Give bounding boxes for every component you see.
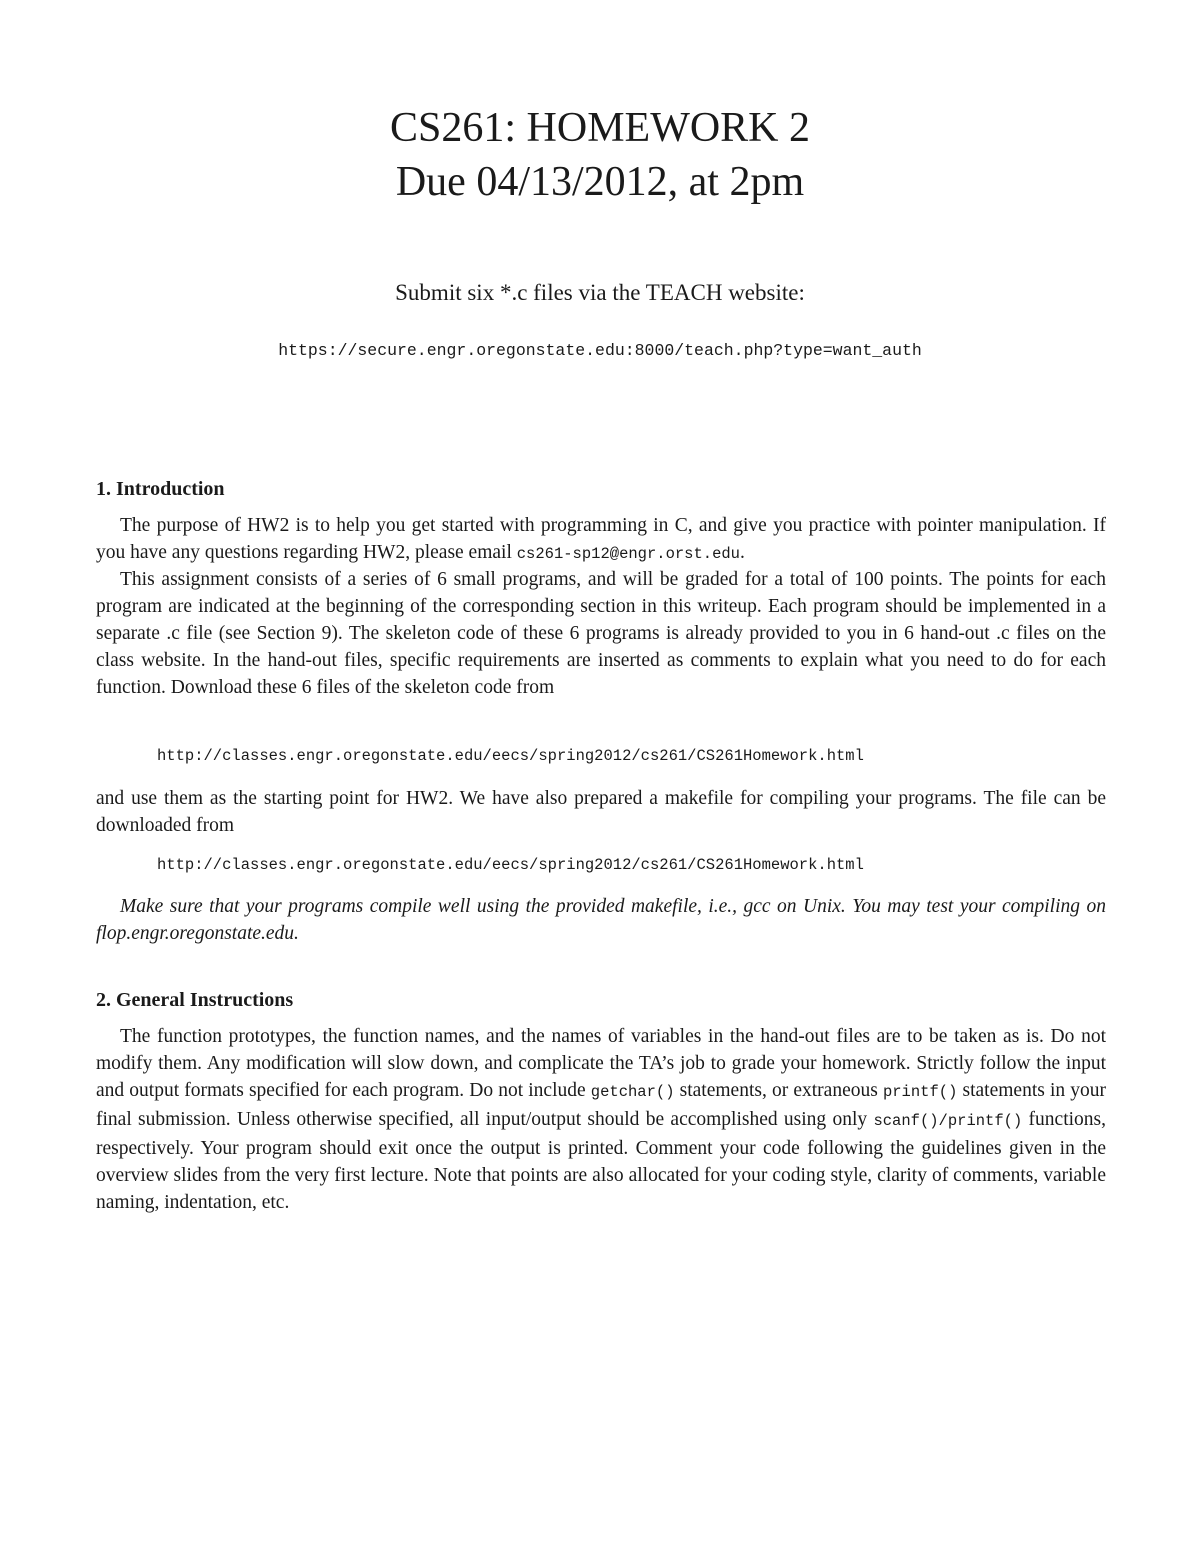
gi-text-a: The function prototypes, the function names, and the names of variables in the hand-out files are to be taken as is. Do not modify them. Any modification will slow down, and complicate the TA’s job to grade your homework. Strictly follow the input and output formats specified for each program. Do not include [96, 1026, 1106, 1101]
code-scanf-printf: scanf()/printf() [873, 1112, 1023, 1130]
intro-paragraph-1 [96, 512, 1106, 568]
document-title: CS261: HOMEWORK 2 [389, 105, 811, 151]
contact-email[interactable]: cs261-sp12@engr.orst.edu [516, 545, 740, 563]
section-general-instructions-heading: 2. General Instructions [96, 989, 294, 1011]
gi-text-d: functions, respectively. Your program should exit once the output is printed. Comment your code following the guidelines given in the overview slides from the very first lecture. Note that points are also allocated for your coding style, clarity of comments, variable naming, indentation, etc. [96, 1109, 1107, 1213]
gi-text-b: statements, or extraneous [674, 1080, 883, 1101]
makefile-url[interactable]: http://classes.engr.oregonstate.edu/eecs/spring2012/cs261/CS261Homework.html [157, 856, 864, 874]
code-getchar: getchar() [590, 1083, 675, 1101]
code-printf: printf() [882, 1083, 958, 1101]
intro-p1-text: The purpose of HW2 is to help you get started with programming in C, and give you practice with pointer manipulation. If you have any questions regarding HW2, please email [96, 515, 1106, 563]
gi-text-c: statements in your final submission. Unless otherwise specified, all input/output should be accomplished using only [96, 1080, 1106, 1130]
intro-paragraph-2: This assignment consists of a series of 6 small programs, and will be graded for a total of 100 points. The points for each program are indicated at the beginning of the corresponding section in this writeup. Each program should be implemented in a separate .c file (see Section 9). The skeleton code of these 6 programs is already provided to you in 6 hand-out .c files on the class website. In the hand-out files, specific requirements are inserted as comments to explain what you need to do for each function. Download these 6 files of the skeleton code from [96, 569, 1106, 698]
section-introduction-heading: 1. Introduction [96, 478, 225, 500]
skeleton-code-url[interactable]: http://classes.engr.oregonstate.edu/eecs/spring2012/cs261/CS261Homework.html [157, 747, 864, 765]
compile-note: Make sure that your programs compile well using the provided makefile, i.e., gcc on Unix. You may test your compiling on flop.engr.oregonstate.edu. [96, 896, 1106, 944]
teach-url[interactable]: https://secure.engr.oregonstate.edu:8000/teach.php?type=want_auth [278, 341, 922, 360]
due-date: Due 04/13/2012, at 2pm [395, 159, 805, 205]
intro-p1-end: . [740, 542, 745, 563]
submit-instructions: Submit six *.c files via the TEACH website: [395, 280, 805, 305]
intro-paragraph-3: and use them as the starting point for HW2. We have also prepared a makefile for compiling your programs. The file can be downloaded from [96, 788, 1106, 836]
general-instructions-paragraph [96, 1023, 1106, 1216]
